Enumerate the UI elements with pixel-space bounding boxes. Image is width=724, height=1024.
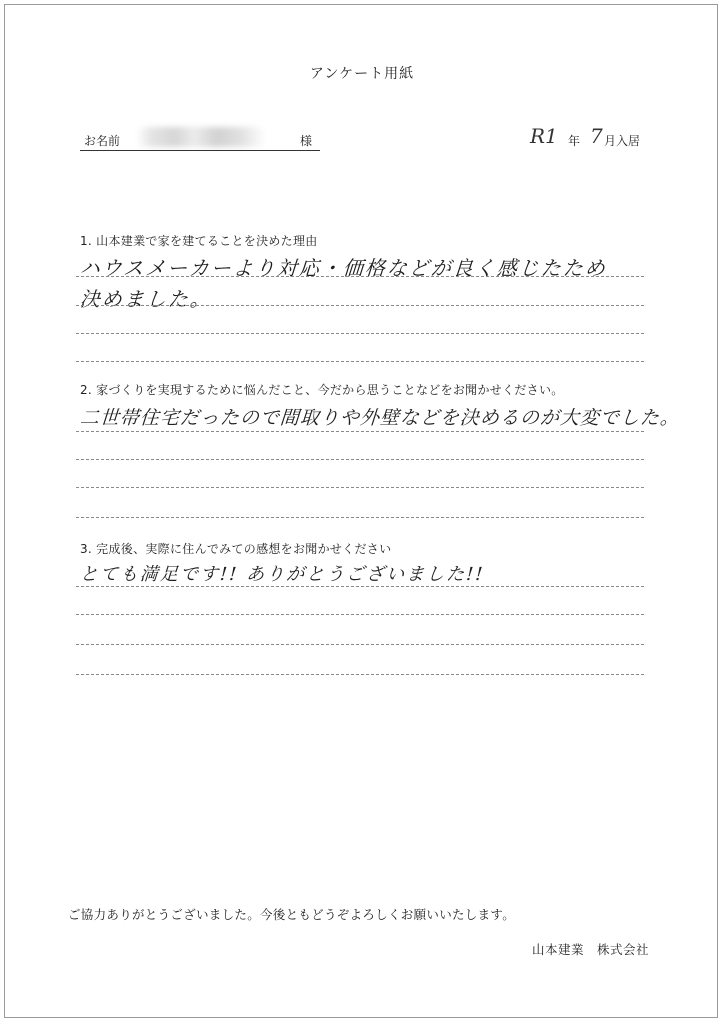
move-in-month-label: 月入居 bbox=[604, 134, 641, 148]
answer-rule bbox=[76, 517, 644, 518]
answer-rule bbox=[76, 459, 644, 460]
answer-rule bbox=[76, 276, 644, 277]
question-3-prompt: 3. 完成後、実際に住んでみての感想をお聞かせください bbox=[80, 542, 392, 556]
answer-rule bbox=[76, 431, 644, 432]
handwritten-month: 7 bbox=[590, 124, 603, 148]
question-3-answer-line-1: とても満足です!! ありがとうございました!! bbox=[79, 564, 486, 585]
company-name: 山本建業 株式会社 bbox=[531, 942, 649, 957]
form-title: アンケート用紙 bbox=[309, 66, 415, 82]
question-1-answer-line-1: ハウスメーカーより対応・価格などが良く感じたため bbox=[79, 256, 608, 280]
answer-rule bbox=[76, 305, 644, 306]
document-frame bbox=[4, 4, 718, 1018]
answer-rule bbox=[76, 333, 644, 334]
question-2-answer-line-1: 二世帯住宅だったので間取りや外壁などを決めるのが大変でした。 bbox=[79, 407, 681, 429]
question-1-prompt: 1. 山本建業で家を建てることを決めた理由 bbox=[80, 234, 318, 248]
answer-rule bbox=[76, 674, 644, 675]
name-underline bbox=[80, 150, 320, 151]
handwritten-era: R1 bbox=[530, 124, 558, 148]
redacted-name bbox=[136, 127, 266, 147]
closing-message: ご協力ありがとうございました。今後ともどうぞよろしくお願いいたします。 bbox=[68, 907, 516, 922]
answer-rule bbox=[76, 586, 644, 587]
name-label: お名前 bbox=[84, 134, 121, 148]
year-label: 年 bbox=[568, 134, 581, 148]
answer-rule bbox=[76, 361, 644, 362]
answer-rule bbox=[76, 644, 644, 645]
answer-rule bbox=[76, 487, 644, 488]
name-honorific: 様 bbox=[300, 134, 313, 148]
question-1-answer-line-2: 決めました。 bbox=[79, 287, 213, 311]
answer-rule bbox=[76, 614, 644, 615]
question-2-prompt: 2. 家づくりを実現するために悩んだこと、今だから思うことなどをお聞かせください。 bbox=[80, 383, 564, 397]
